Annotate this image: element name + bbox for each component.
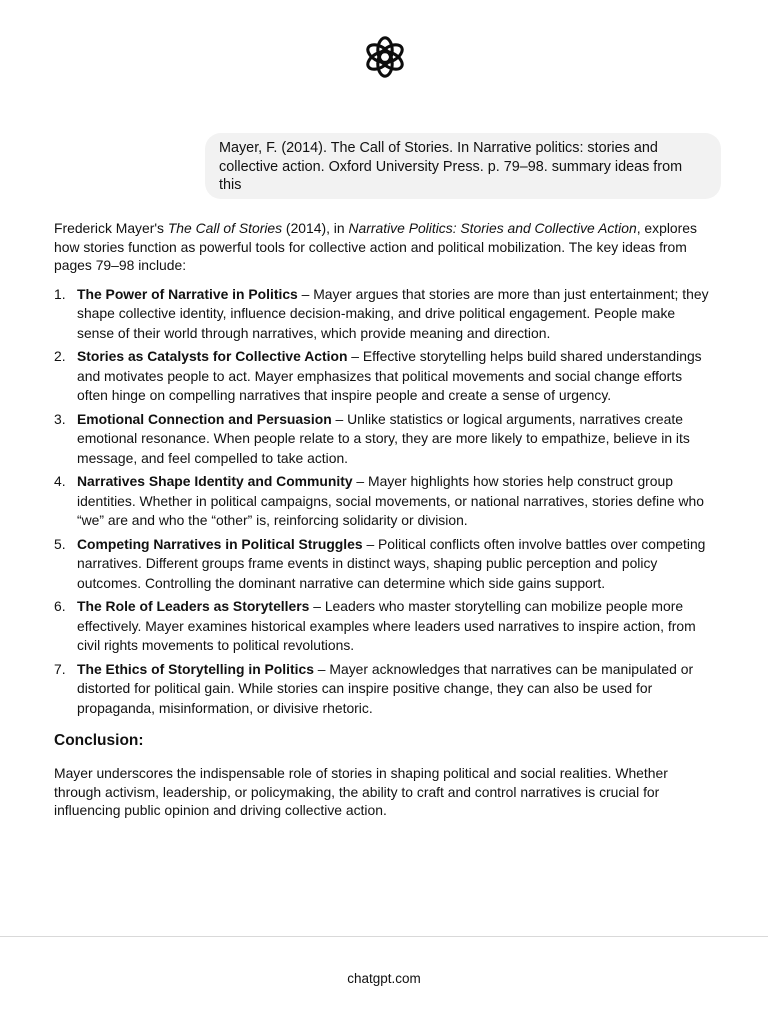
list-number: 2. [54,348,66,364]
list-item [54,472,714,531]
list-item-text: – Mayer highlights how stories help construct group identities. Whether in political campaigns, social movements, or national narratives, stories define who “we” are and who the “other” is, reinforcing solidarity or division. [77,473,704,528]
list-item-title: Narratives Shape Identity and Community [77,473,353,489]
list-item-title: Competing Narratives in Political Struggles [77,535,363,552]
intro-text-2: (2014), in [282,220,349,236]
openai-logo-icon [357,34,413,80]
intro-text-3: , explores how stories function as powerful tools for collective action and political mobilization. The key ideas from pages 79–98 include: [54,220,697,273]
list-item [54,410,714,469]
list-item [54,285,714,344]
footer-site-link[interactable]: chatgpt.com [347,971,421,986]
intro-book-title: The Call of Stories [167,220,283,236]
response-intro [54,219,714,275]
list-number: 1. [54,285,66,302]
list-item-title: Emotional Connection and Persuasion [77,410,332,427]
list-item [54,347,714,406]
list-number: 5. [54,535,66,552]
list-item-text: – Leaders who master storytelling can mobilize people more effectively. Mayer examines historical examples where leaders used narratives to inspire action, from civil rights movements to political revolutions. [77,598,696,653]
key-ideas-list [54,285,714,719]
list-number: 4. [54,473,66,489]
assistant-response [54,219,714,820]
list-item-title: The Ethics of Storytelling in Politics [77,660,314,677]
list-item [54,535,714,594]
conclusion-heading: Conclusion: [54,732,144,749]
list-number: 3. [54,410,66,427]
user-message-bubble [205,133,721,199]
list-item-text: – Unlike statistics or logical arguments, narratives create emotional resonance. When people relate to a story, they are more likely to empathize, believe in its message, and feel compelled to take action. [77,410,690,466]
list-item-text: – Mayer argues that stories are more than just entertainment; they shape collective identity, influence decision-making, and drive political engagement. People make sense of their world through narratives, which provide meaning and direction. [77,285,709,341]
conclusion-text: Mayer underscores the indispensable role of stories in shaping political and social realities. Whether through activism, leadership, or policymaking, the ability to craft and control narratives is crucial for influencing public opinion and driving collective action. [54,765,668,818]
footer-divider [0,936,768,937]
list-number: 6. [54,598,66,614]
intro-text-1: Frederick Mayer's [54,220,168,236]
list-item-title: The Power of Narrative in Politics [77,285,298,302]
user-message-text: Mayer, F. (2014). The Call of Stories. In Narrative politics: stories and collective action. Oxford University Press. p. 79–98. summary ideas from this [219,140,683,193]
list-item-text: – Effective storytelling helps build shared understandings and motivates people to act. Mayer emphasizes that political movements and social change efforts often hinge on compelling narratives that inspire people and create a sense of urgency. [77,348,702,403]
list-item-title: The Role of Leaders as Storytellers [77,598,310,614]
list-number: 7. [54,660,66,677]
list-item-text: – Political conflicts often involve battles over competing narratives. Different groups frame events in distinct ways, shaping public perception and policy outcomes. Controlling the dominant narrative can determine which side gains support. [77,535,706,591]
list-item [54,660,714,719]
list-item-text: – Mayer acknowledges that narratives can be manipulated or distorted for political gain. While stories can inspire positive change, they can also be used for propaganda, misinformation, or divisive rhetoric. [77,660,694,716]
list-item-title: Stories as Catalysts for Collective Action [77,348,348,364]
list-item [54,597,714,656]
intro-volume-title: Narrative Politics: Stories and Collective Action [348,220,637,236]
